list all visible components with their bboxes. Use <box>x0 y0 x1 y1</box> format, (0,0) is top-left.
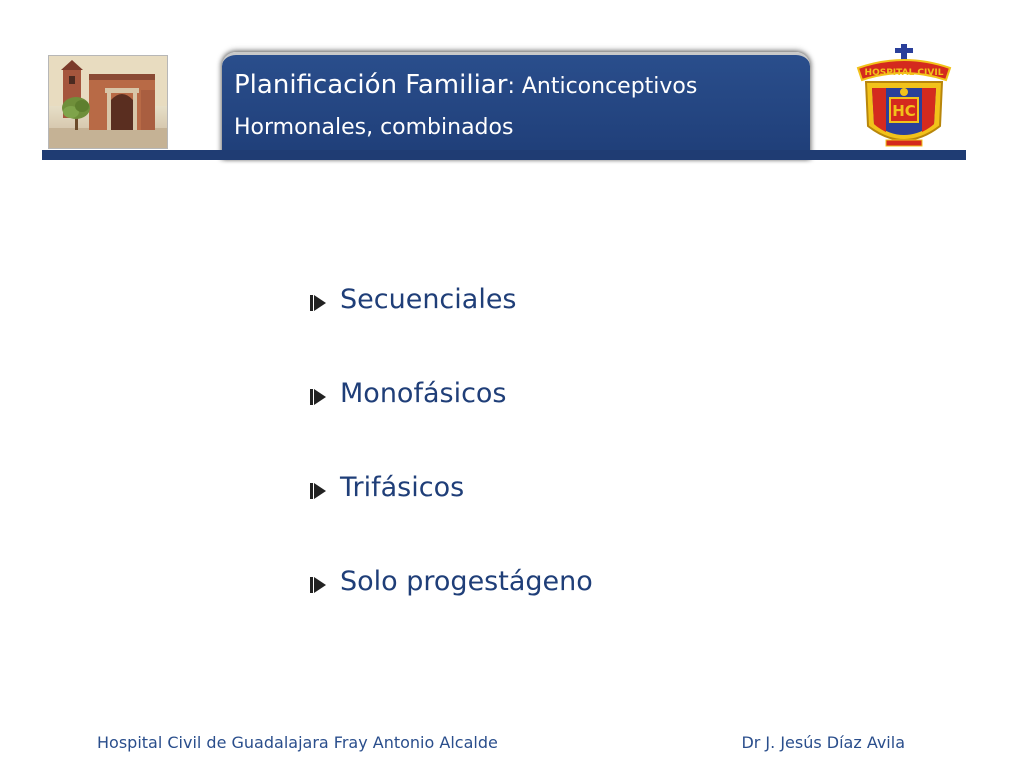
arrow-bullet-icon <box>310 576 326 594</box>
title-main: Planificación Familiar <box>234 70 508 100</box>
svg-text:HC: HC <box>892 102 916 120</box>
hospital-civil-logo <box>852 44 956 154</box>
arrow-bullet-icon <box>310 388 326 406</box>
slide-title <box>234 65 697 148</box>
bullet-label: Monofásicos <box>340 378 507 409</box>
svg-text:HOSPITAL CIVIL: HOSPITAL CIVIL <box>864 68 944 78</box>
header-divider <box>42 150 966 160</box>
footer-hospital-name: Hospital Civil de Guadalajara Fray Antonio Alcalde <box>97 733 498 752</box>
hospital-crest-icon <box>852 44 956 154</box>
arrow-bullet-icon <box>310 294 326 312</box>
footer-author: Dr J. Jesús Díaz Avila <box>741 733 905 752</box>
bullet-label: Secuenciales <box>340 284 517 315</box>
title-box <box>222 52 810 160</box>
bullet-label: Solo progestágeno <box>340 566 593 597</box>
arrow-bullet-icon <box>310 482 326 500</box>
bullet-label: Trifásicos <box>340 472 465 503</box>
building-illustration <box>49 56 168 149</box>
title-subtitle: : Anticonceptivos <box>507 74 698 99</box>
building-painting-image <box>48 55 168 149</box>
title-second-line: Hormonales, combinados <box>234 115 514 140</box>
